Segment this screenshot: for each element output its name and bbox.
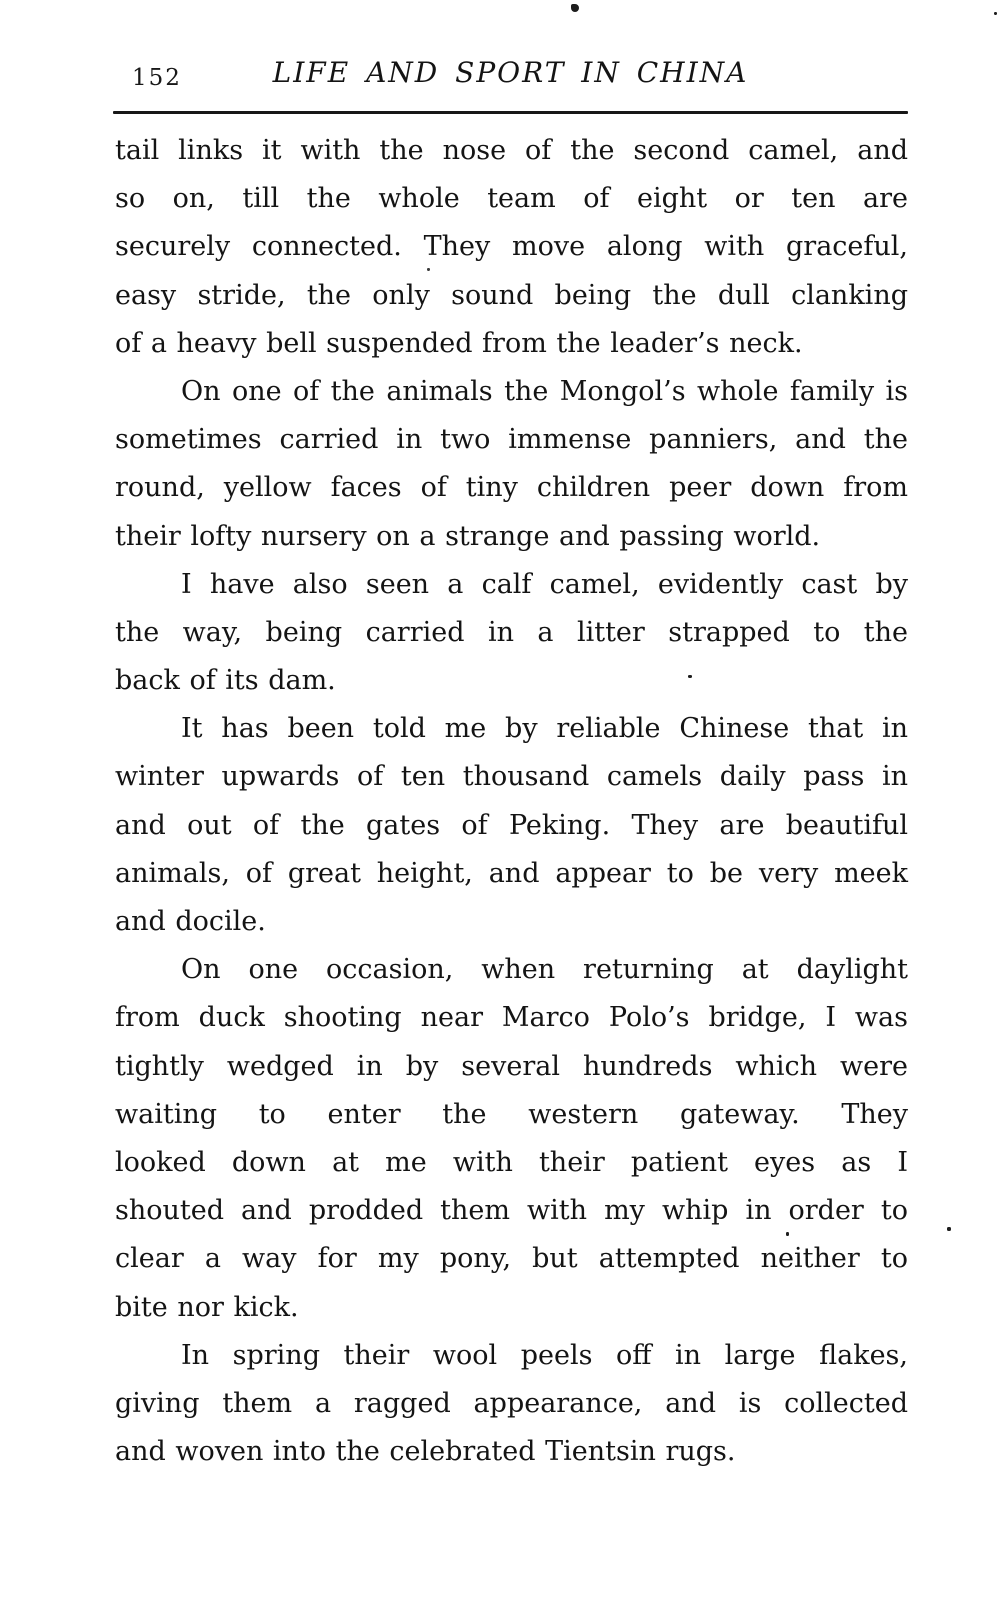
- paragraph: [115, 561, 908, 706]
- paragraph: [115, 705, 908, 946]
- text-line: round, yellow faces of tiny children peer down from: [115, 472, 908, 504]
- text-line: I have also seen a calf camel, evidently cast by: [181, 568, 908, 600]
- text-line: so on, till the whole team of eight or ten are: [115, 183, 908, 215]
- text-line: clear a way for my pony, but attempted neither to: [115, 1243, 908, 1275]
- ink-speck: [994, 12, 997, 15]
- text-line: It has been told me by reliable Chinese that in: [181, 713, 908, 745]
- text-line: and docile.: [115, 906, 266, 937]
- text-line: winter upwards of ten thousand camels daily pass in: [115, 761, 908, 793]
- text-line: On one of the animals the Mongol’s whole family is: [181, 375, 908, 407]
- text-line: giving them a ragged appearance, and is collected: [115, 1387, 908, 1419]
- page-number: 152: [132, 65, 182, 91]
- page-body: [115, 127, 908, 1476]
- ink-speck: [427, 268, 430, 271]
- text-line: waiting to enter the western gateway. They: [115, 1098, 908, 1130]
- text-line: bite nor kick.: [115, 1291, 299, 1323]
- text-line: tail links it with the nose of the second camel, and: [115, 135, 908, 166]
- ink-speck: [947, 1227, 951, 1231]
- ink-speck: [688, 675, 692, 678]
- text-line: animals, of great height, and appear to be very meek: [115, 857, 908, 889]
- paragraph: [115, 368, 908, 561]
- text-line: easy stride, the only sound being the dull clanking: [115, 279, 908, 311]
- running-header-title: LIFE AND SPORT IN CHINA: [272, 56, 749, 89]
- text-line: securely connected. They move along with graceful,: [115, 231, 908, 263]
- text-line: of a heavy bell suspended from the leader’s neck.: [115, 327, 803, 359]
- text-line: sometimes carried in two immense panniers, and the: [115, 424, 908, 456]
- text-line: the way, being carried in a litter strapped to the: [115, 616, 908, 648]
- text-line: their lofty nursery on a strange and passing world.: [115, 520, 821, 552]
- text-line: from duck shooting near Marco Polo’s bridge, I was: [115, 1002, 908, 1034]
- text-line: looked down at me with their patient eyes as I: [115, 1146, 908, 1178]
- ink-speck: [571, 4, 579, 12]
- header-rule: [113, 111, 908, 114]
- text-line: In spring their wool peels off in large flakes,: [181, 1339, 908, 1371]
- text-line: On one occasion, when returning at daylight: [181, 954, 908, 986]
- text-line: and woven into the celebrated Tientsin rugs.: [115, 1436, 736, 1468]
- paragraph: [115, 946, 908, 1332]
- text-line: and out of the gates of Peking. They are beautiful: [115, 809, 908, 841]
- text-line: back of its dam.: [115, 665, 336, 697]
- text-line: tightly wedged in by several hundreds which were: [115, 1050, 908, 1082]
- ink-speck: [786, 1232, 789, 1236]
- paragraph: [115, 127, 908, 368]
- text-line: shouted and prodded them with my whip in order to: [115, 1195, 908, 1227]
- paragraph: [115, 1332, 908, 1477]
